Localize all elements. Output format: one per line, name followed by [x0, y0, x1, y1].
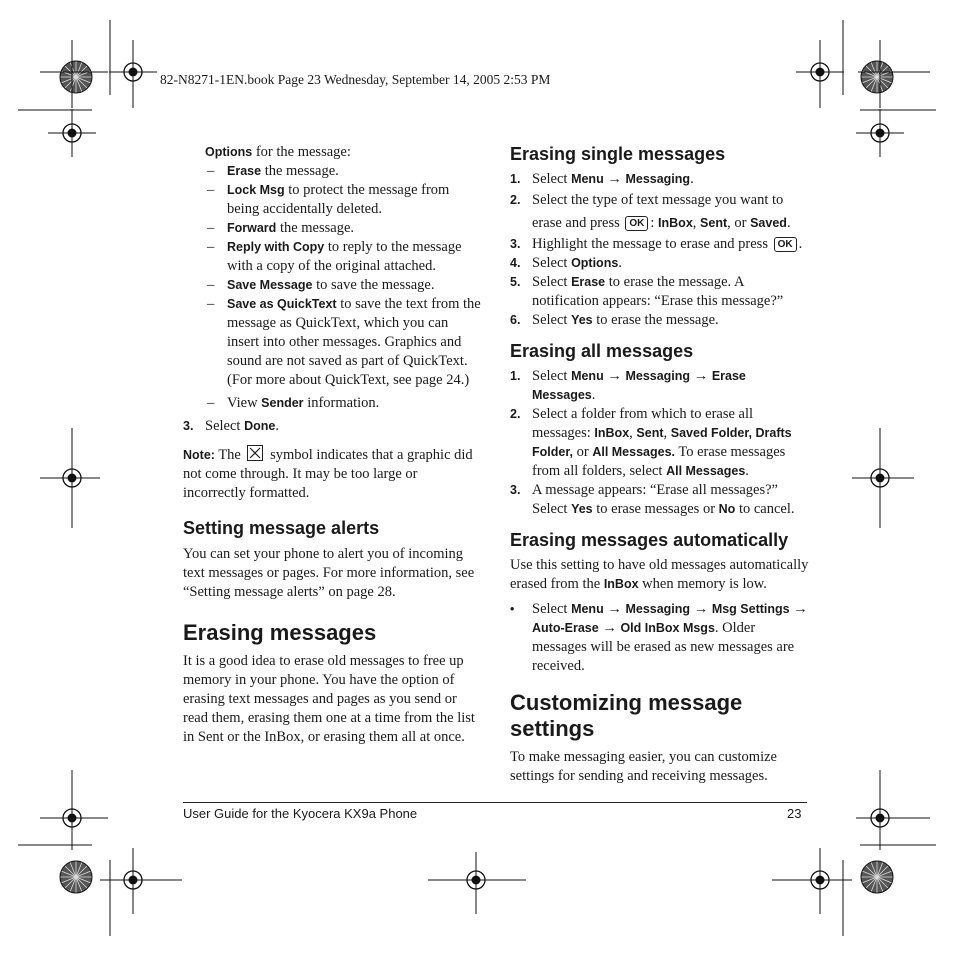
footer-title: User Guide for the Kyocera KX9a Phone: [183, 806, 418, 821]
alerts-paragraph: You can set your phone to alert you of incoming text messages or pages. For more information, see “Setting message alerts” on page 28.: [183, 546, 475, 600]
options-intro: Options for the message:: [205, 144, 351, 160]
heading-setting-message-alerts: Setting message alerts: [183, 518, 380, 538]
single-step: 4. Select Options.: [510, 255, 622, 271]
erasing-paragraph: It is a good idea to erase old messages to free up memory in your phone. You have the option of erasing text messages and pages as you send or read them, erasing them one at a time from the list in Sent or the InBox, or erasing them all at once.: [183, 653, 475, 745]
footer-rule: [183, 802, 807, 803]
missing-graphic-icon: [247, 445, 263, 461]
option-item: – Save as QuickText to save the text from the message as QuickText, which you can insert into other messages. Graphics and sound are not saved as part of QuickText.(For more about QuickText, see page 24.): [207, 296, 481, 388]
option-item: – Erase the message.: [207, 163, 339, 179]
heading-customizing-message-settings: Customizing message settings: [510, 690, 743, 741]
print-slug: 82-N8271-1EN.book Page 23 Wednesday, September 14, 2005 2:53 PM: [160, 72, 551, 87]
note: Note: The symbol indicates that a graphic did not come through. It may be too large or incorrectly formatted.: [183, 447, 473, 501]
single-step: 2. Select the type of text message you want to erase and press OK : InBox, Sent, or Saved.: [510, 192, 791, 231]
single-step: 6. Select Yes to erase the message.: [510, 312, 719, 328]
page-number: 23: [787, 806, 802, 821]
all-step: 2. Select a folder from which to erase all messages: InBox, Sent, Saved Folder, Drafts Folder, or All Messages. To erase messages from all folders, select All Messages.: [510, 406, 792, 479]
heading-erasing-single-messages: Erasing single messages: [510, 144, 726, 164]
auto-bullet: • Select Menu → Messaging → Msg Settings → Auto-Erase → Old InBox Msgs. Older messages will be erased as new messages are received.: [510, 601, 808, 674]
option-item: – Save Message to save the message.: [207, 277, 435, 293]
single-step: 1. Select Menu → Messaging.: [510, 171, 694, 187]
left-column: [183, 143, 483, 747]
option-item: – View Sender information.: [207, 395, 380, 411]
auto-paragraph: Use this setting to have old messages automatically erased from the InBox when memory is low.: [510, 557, 809, 592]
customizing-paragraph: To make messaging easier, you can customize settings for sending and receiving messages.: [510, 749, 777, 784]
step-3-done: 3. Select Done.: [183, 418, 279, 434]
all-step: 1. Select Menu → Messaging → Erase Messages.: [510, 368, 746, 403]
option-item: – Forward the message.: [207, 220, 355, 236]
single-step: 5. Select Erase to erase the message. A notification appears: “Erase this message?”: [510, 274, 784, 309]
heading-erasing-all-messages: Erasing all messages: [510, 341, 694, 361]
heading-erasing-messages: Erasing messages: [183, 620, 377, 645]
single-step: 3. Highlight the message to erase and press OK .: [510, 236, 803, 252]
option-item: – Reply with Copy to reply to the message with a copy of the original attached.: [207, 239, 462, 274]
all-step: 3. A message appears: “Erase all messages?” Select Yes to erase messages or No to cancel.: [510, 482, 795, 517]
ok-key-icon: OK: [625, 216, 648, 231]
option-item: – Lock Msg to protect the message from being accidentally deleted.: [207, 182, 450, 217]
right-column: [510, 143, 810, 786]
ok-key-icon: OK: [774, 237, 797, 252]
heading-erasing-messages-automatically: Erasing messages automatically: [510, 530, 789, 550]
